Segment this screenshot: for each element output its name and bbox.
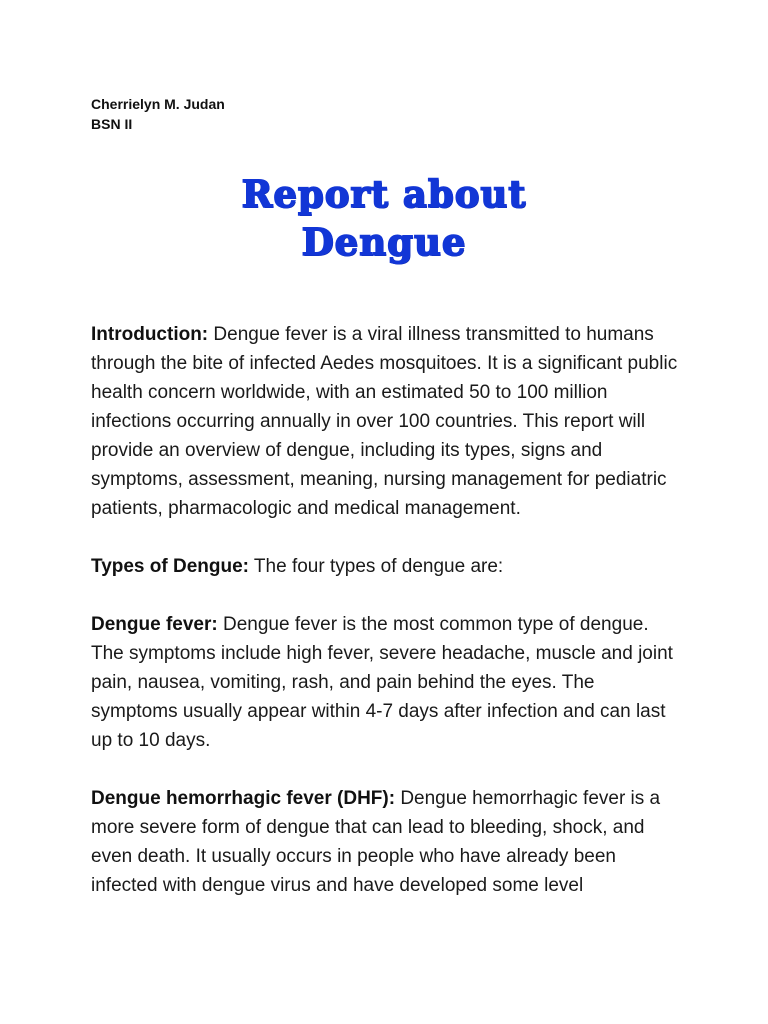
paragraph-introduction [91, 320, 681, 523]
paragraph-heading: Types of Dengue: [91, 556, 249, 577]
paragraph-dengue-fever [91, 610, 681, 755]
author-course: BSN II [91, 116, 133, 132]
paragraph-types-of-dengue [91, 552, 681, 581]
document-title [0, 170, 768, 266]
paragraph-heading: Dengue fever: [91, 614, 218, 635]
paragraph-heading: Dengue hemorrhagic fever (DHF): [91, 788, 396, 809]
paragraph-dhf [91, 784, 681, 900]
paragraph-text: Dengue fever is the most common type of dengue. The symptoms include high fever, severe headache, muscle and joint pain, nausea, vomiting, rash, and pain behind the eyes. The symptoms usually appear within 4-7 days after infection and can last up to 10 days. [91, 614, 673, 751]
paragraph-text: The four types of dengue are: [249, 556, 504, 577]
paragraph-text: Dengue fever is a viral illness transmitted to humans through the bite of infected Aedes mosquitoes. It is a significant public health concern worldwide, with an estimated 50 to 100 million infections occurring annually in over 100 countries. This report will provide an overview of dengue, including its types, signs and symptoms, assessment, meaning, nursing management for pediatric patients, pharmacologic and medical management. [91, 324, 678, 519]
paragraph-text: Dengue hemorrhagic fever is a more severe form of dengue that can lead to bleeding, shock, and even death. It usually occurs in people who have already been infected with dengue virus and have developed some level [91, 788, 661, 896]
title-line-1: Report about [241, 172, 527, 216]
title-line-2: Dengue [301, 220, 467, 264]
document-body [91, 320, 681, 929]
author-name: Cherrielyn M. Judan [91, 96, 225, 112]
paragraph-heading: Introduction: [91, 324, 209, 345]
author-block [91, 94, 225, 134]
